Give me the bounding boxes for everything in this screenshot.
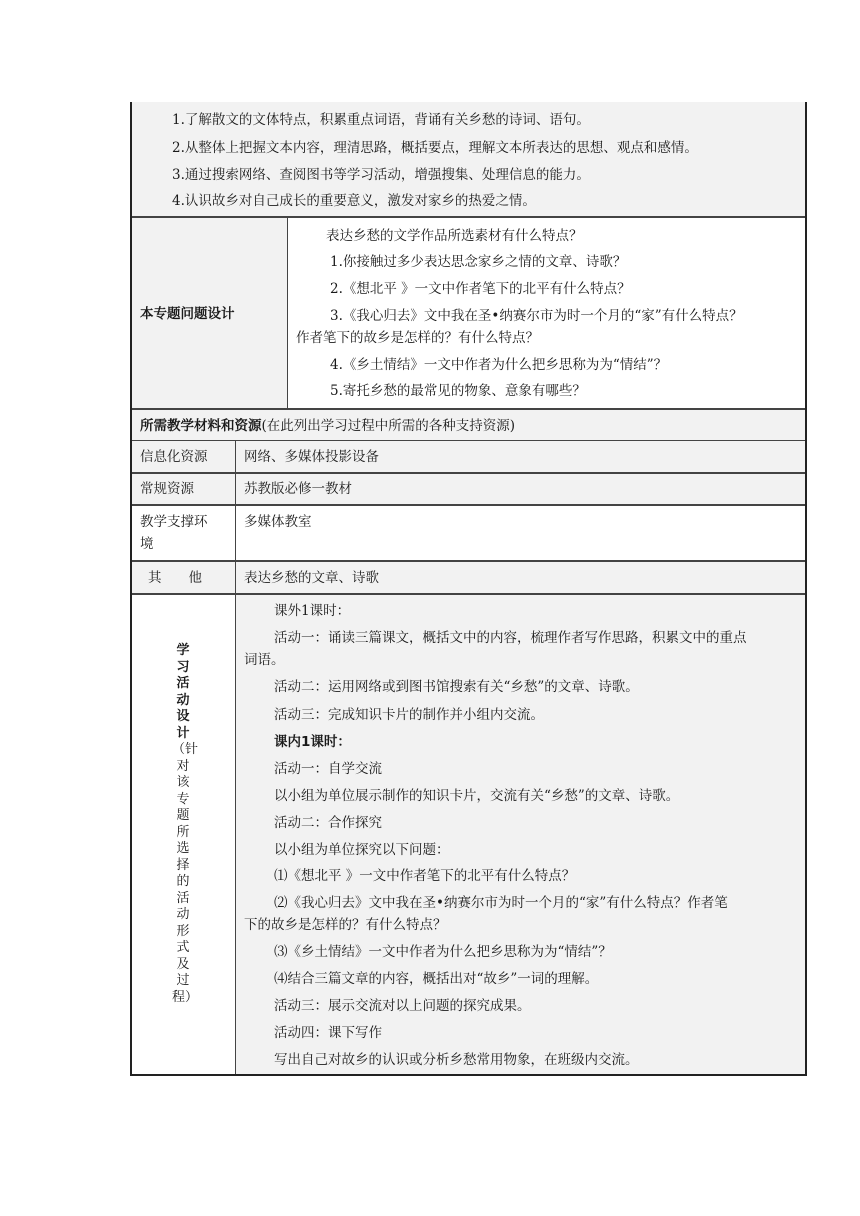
resource-row xyxy=(132,562,805,593)
activity-line: 活动二：运用网络或到图书馆搜索有关“乡愁”的文章、诗歌。 xyxy=(274,679,639,695)
question-line: 5.寄托乡愁的最常见的物象、意象有哪些？ xyxy=(330,383,586,399)
resource-value-cell xyxy=(236,562,805,593)
activity-line: 活动二：合作探究 xyxy=(274,815,382,831)
resources-heading-cell xyxy=(132,410,805,440)
activity-line: ⑵《我心归去》文中我在圣•纳赛尔市为时一个月的“家”有什么特点？作者笔 xyxy=(274,895,728,911)
resources-heading-title: 所需教学材料和资源 xyxy=(140,418,262,434)
resource-label: 教学支撑环 xyxy=(140,514,208,530)
question-design-content xyxy=(288,218,805,408)
objective-item: 3.通过搜索网络、查阅图书等学习活动，增强搜集、处理信息的能力。 xyxy=(172,167,590,183)
activity-line: 写出自己对故乡的认识或分析乡愁常用物象，在班级内交流。 xyxy=(274,1052,639,1068)
resource-label: 常规资源 xyxy=(140,481,194,497)
objective-item: 1.了解散文的文体特点，积累重点词语，背诵有关乡愁的诗词、语句。 xyxy=(172,112,590,128)
resource-value: 网络、多媒体投影设备 xyxy=(244,449,379,465)
resource-row xyxy=(132,506,805,560)
resource-value: 多媒体教室 xyxy=(244,514,312,530)
resource-label: 信息化资源 xyxy=(140,449,208,465)
lesson-plan-table xyxy=(130,102,807,1076)
resource-label-cell xyxy=(132,474,235,504)
resources-heading-row xyxy=(132,410,805,440)
activity-line: 下的故乡是怎样的？有什么特点？ xyxy=(244,917,447,933)
objective-item: 4.认识故乡对自己成长的重要意义，激发对家乡的热爱之情。 xyxy=(172,193,536,209)
activity-line: 活动三：展示交流对以上问题的探究成果。 xyxy=(274,998,531,1014)
activity-line: 课外1课时： xyxy=(274,603,351,619)
activity-line: ⑶《乡土情结》一文中作者为什么把乡思称为为“情结”？ xyxy=(274,944,612,960)
objectives-row xyxy=(132,102,805,216)
question-line: 3.《我心归去》文中我在圣•纳赛尔市为时一个月的“家”有什么特点？ xyxy=(330,308,743,324)
question-design-row xyxy=(132,218,805,408)
activity-line: 课内1课时： xyxy=(274,734,351,750)
activity-line: 以小组为单位探究以下问题： xyxy=(274,842,450,858)
activity-line: 活动一：诵读三篇课文，概括文中的内容，梳理作者写作思路，积累文中的重点 xyxy=(274,630,747,646)
resource-value: 苏教版必修一教材 xyxy=(244,481,352,497)
question-design-label-cell xyxy=(132,218,287,408)
resource-row xyxy=(132,441,805,472)
question-line: 4.《乡土情结》一文中作者为什么把乡思称为为“情结”？ xyxy=(330,357,668,373)
activity-line: 活动三：完成知识卡片的制作并小组内交流。 xyxy=(274,707,544,723)
question-line: 2.《想北平 》一文中作者笔下的北平有什么特点？ xyxy=(330,281,631,297)
resource-label: 境 xyxy=(140,536,154,552)
resource-label: 其 他 xyxy=(148,570,202,586)
activity-line: ⑴《想北平 》一文中作者笔下的北平有什么特点？ xyxy=(274,868,576,884)
resource-label-cell xyxy=(132,506,235,560)
activity-line: ⑷结合三篇文章的内容，概括出对“故乡”一词的理解。 xyxy=(274,971,599,987)
resource-value-cell xyxy=(236,506,805,560)
activity-line: 以小组为单位展示制作的知识卡片，交流有关“乡愁”的文章、诗歌。 xyxy=(274,788,680,804)
resource-value: 表达乡愁的文章、诗歌 xyxy=(244,570,379,586)
resource-value-cell xyxy=(236,474,805,504)
objectives-cell xyxy=(132,102,805,216)
resources-heading-note: (在此列出学习过程中所需的各种支持资源) xyxy=(261,418,516,434)
activity-design-row xyxy=(132,595,805,1074)
activity-design-title: 学习活动设计 xyxy=(176,643,190,741)
question-line: 作者笔下的故乡是怎样的？有什么特点？ xyxy=(296,330,539,346)
activity-line: 活动一：自学交流 xyxy=(274,761,382,777)
activity-design-content xyxy=(236,595,805,1074)
activity-design-label xyxy=(172,643,199,1006)
activity-design-note: （针对该专题所选择的活动形式及过程） xyxy=(172,742,199,1005)
activity-design-label-cell xyxy=(132,595,235,1074)
question-design-label: 本专题问题设计 xyxy=(140,306,235,322)
activity-line: 词语。 xyxy=(244,652,285,668)
question-line: 1.你接触过多少表达思念家乡之情的文章、诗歌？ xyxy=(330,254,627,270)
resource-label-cell xyxy=(132,441,235,472)
question-line: 表达乡愁的文学作品所选素材有什么特点？ xyxy=(326,228,583,244)
resources-heading xyxy=(140,416,515,436)
lesson-plan-page xyxy=(130,102,807,1076)
objective-item: 2.从整体上把握文本内容，理清思路，概括要点，理解文本所表达的思想、观点和感情。 xyxy=(172,140,698,156)
resource-value-cell xyxy=(236,441,805,472)
activity-line: 活动四：课下写作 xyxy=(274,1025,382,1041)
resource-row xyxy=(132,474,805,504)
resource-label-cell xyxy=(132,562,235,593)
